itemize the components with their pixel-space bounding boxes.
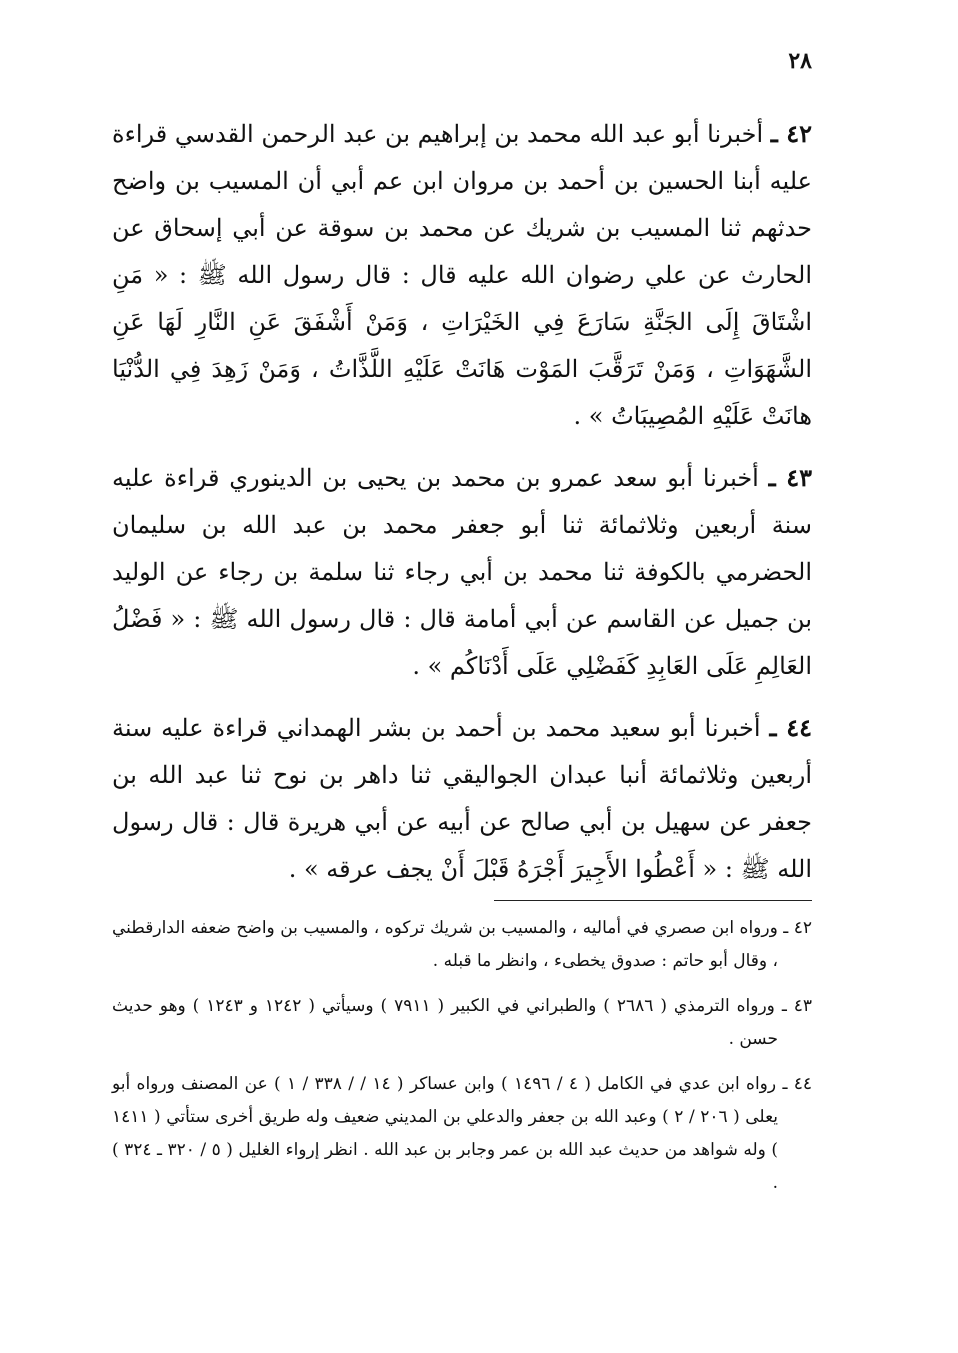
hadith-paragraph — [112, 704, 812, 893]
hadith-text: أخبرنا أبو سعد عمرو بن محمد بن يحيى بن الدينوري قراءة عليه سنة أربعين وثلاثمائة ثنا أبو جعفر محمد بن عبد الله بن سليمان الحضرمي بالكوفة ثنا محمد بن أبي رجاء ثنا سلمة بن رجاء عن الوليد بن جميل عن القاسم عن أبي أمامة قال : قال رسول الله ﷺ : « فَضْلُ العَالِمِ عَلَى العَابِدِ كَفَضْلِي عَلَى أَدْنَاكُم » . — [112, 464, 812, 680]
page-number: ٢٨ — [788, 48, 812, 74]
hadith-paragraph — [112, 110, 812, 440]
footnote-text: ورواه ابن صصري في أماليه ، والمسيب بن شريك تركوه ، والمسيب بن واضح ضعفه الدارقطني ، وقال أبو حاتم : صدوق يخطىء ، وانظر ما قبله . — [112, 918, 778, 971]
footnote-number: ٤٣ ـ — [781, 996, 812, 1016]
hadith-number: ٤٣ ـ — [768, 463, 812, 492]
hadith-text: أخبرنا أبو سعيد محمد بن أحمد بن بشر الهمداني قراءة عليه سنة أربعين وثلاثمائة أنبا عبدان الجواليقي ثنا داهر بن نوح ثنا عبد الله بن جعفر عن سهيل بن أبي صالح عن أبيه عن أبي هريرة قال : قال رسول الله ﷺ : « أَعْطُوا الأَجِيرَ أَجْرَهُ قَبْلَ أَنْ يجف عرقه » . — [112, 714, 812, 883]
hadith-text: أخبرنا أبو عبد الله محمد بن إبراهيم بن عبد الرحمن القدسي قراءة عليه أبنا الحسين بن أحمد بن مروان ابن عم أبي أن المسيب بن واضح حدثهم ثنا المسيب بن شريك عن محمد بن سوقة عن أبي إسحاق عن الحارث عن علي رضوان الله عليه قال : قال رسول الله ﷺ : « مَنِ اشْتَاقَ إِلَى الجَنَّةِ سَارَعَ فِي الخَيْرَاتِ ، وَمَنْ أَشْفَقَ عَنِ النَّارِ لَهَا عَنِ الشَّهَوَاتِ ، وَمَنْ تَرَقَّبَ المَوْت هَانَتْ عَلَيْهِ اللَّذَّاتُ ، وَمَنْ زَهِدَ فِي الدُّنْيَا هانَتْ عَلَيْهِ المُصِيبَاتُ » . — [112, 120, 812, 430]
footnote-divider — [494, 900, 812, 901]
main-text — [112, 110, 812, 907]
footnote-number: ٤٢ ـ — [783, 918, 812, 938]
hadith-paragraph — [112, 454, 812, 690]
footnote-text: ورواه الترمذي ( ٢٦٨٦ ) والطبراني في الكبير ( ٧٩١١ ) وسيأتي ( ١٢٤٢ و ١٢٤٣ ) وهو حديث حسن . — [112, 996, 778, 1049]
footnote-text: رواه ابن عدي في الكامل ( ٤ / ١٤٩٦ ) وابن عساكر ( ١٤ / / ٣٣٨ / ١ ) عن المصنف ورواه أبو يعلى ( ٢٠٦ / ٢ ) وعبد الله بن جعفر والدعلي بن المديني ضعيف وله طريق أخرى ستأتي ( ١٤١١ ) وله شواهد من حديث عبد الله بن عمر وجابر بن عبد الله . انظر إرواء الغليل ( ٥ / ٣٢٠ ـ ٣٢٤ ) . — [112, 1074, 778, 1193]
footnote — [112, 1068, 812, 1200]
footnote — [112, 912, 812, 978]
footnotes — [112, 912, 812, 1212]
footnote — [112, 990, 812, 1056]
hadith-number: ٤٢ ـ — [770, 119, 812, 148]
footnote-number: ٤٤ ـ — [782, 1074, 812, 1094]
page — [112, 40, 812, 1320]
hadith-number: ٤٤ ـ — [769, 713, 812, 742]
